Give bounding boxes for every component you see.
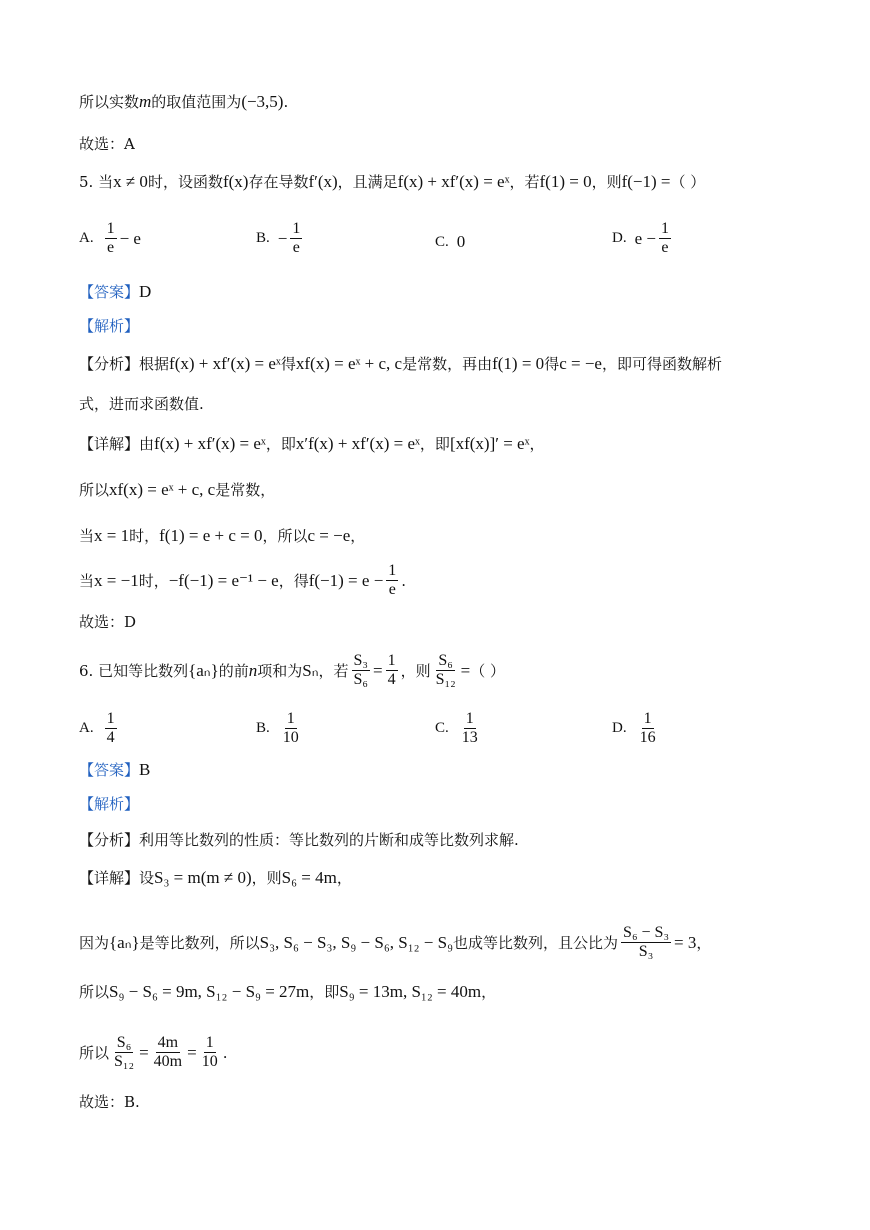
q6-d2-den: S₃ (638, 943, 654, 960)
q6-fenxi (79, 830, 519, 850)
q5-stem-f: ，则 (591, 173, 622, 191)
q5-option-d-num: 1 (660, 220, 669, 237)
q5-detail-2 (79, 480, 275, 500)
q5-option-c-label: C. (435, 233, 449, 250)
q5-option-d-frac (659, 220, 671, 257)
q6-stem-a: 6. 已知等比数列 (79, 661, 189, 680)
q5-d3-eq3: c = −e (307, 526, 351, 545)
q5-d1-eq3: [xf(x)]′ = eˣ (449, 434, 530, 453)
q5-fx: f(x) (222, 172, 249, 191)
q5-option-a-frac (105, 220, 117, 257)
q5-option-b-pre: − (277, 228, 288, 248)
q5-d4-eq3: f(−1) = e − (308, 570, 384, 590)
q6-d3-b: ，即 (309, 983, 340, 1001)
q6-d1-b: ，则 (251, 869, 282, 887)
q5-d1-a: 由 (139, 435, 155, 453)
q5-fenxi-eq4: c = −e (559, 354, 602, 373)
q5-option-c (435, 232, 465, 252)
q6-stem-c: 项和为 (257, 661, 303, 680)
q6-option-d-frac (638, 710, 658, 747)
q6-d3-c: ， (481, 983, 497, 1001)
q5-d4-den: e (388, 581, 396, 598)
q5-paren: （ ） (670, 173, 706, 191)
q5-option-a-tail: − e (119, 228, 141, 248)
q6-d4-frac1-den: S₁₂ (114, 1053, 135, 1070)
q6-option-c-label: C. (435, 720, 449, 736)
q5-d3-d: ， (350, 527, 366, 545)
q6-option-a-label: A. (79, 720, 94, 736)
q5-d4-b: 时， (138, 571, 169, 590)
q5-option-a (79, 220, 141, 257)
q6-d4-a: 所以 (79, 1043, 110, 1062)
q6-d3-eq2: S₉ = 13m, S₁₂ = 40m (339, 982, 482, 1001)
q5-option-b-num: 1 (292, 220, 301, 237)
q6-d1-c: ， (336, 869, 352, 887)
q6-d2-c: 也成等比数列，且公比为 (453, 933, 619, 952)
prev-answer: 故选：A (79, 135, 135, 153)
q5-fenxi-tag: 【分析】 (79, 355, 140, 373)
q6-option-b (256, 710, 304, 747)
q5-d1-b: ，即 (265, 435, 296, 453)
q5-d2-a: 所以 (79, 481, 110, 499)
q6-detail-4 (79, 1034, 228, 1071)
q5-stem-b: 时，设函数 (147, 173, 223, 191)
q5-d3-c: ，所以 (262, 527, 308, 545)
q6-d2-seq: {aₙ} (109, 932, 140, 952)
q5-d3-eq1: x = 1 (94, 526, 130, 545)
q6-d2-num: S₆ − S₃ (623, 924, 670, 941)
q6-d2-frac (621, 924, 671, 961)
q6-ratio1-value (386, 652, 398, 689)
q5-d4-c: ，得 (278, 571, 309, 590)
q5-d1-c: ，即 (419, 435, 450, 453)
q5-d4-eq2: −f(−1) = e⁻¹ − e (168, 570, 279, 590)
q5-option-b-frac (290, 220, 302, 257)
q6-d4-frac3-num: 1 (205, 1034, 214, 1051)
q5-detail-4 (79, 562, 406, 599)
q6-d4-frac1 (112, 1034, 136, 1071)
q6-d4-frac3 (200, 1034, 220, 1071)
q5-option-d-label: D. (612, 230, 627, 246)
q6-option-b-frac (281, 710, 301, 747)
q6-d3-eq1: S₉ − S₆ = 9m, S₁₂ − S₉ = 27m (109, 982, 310, 1001)
q5-fenxi-4: 得 (544, 355, 560, 373)
q6-stem (79, 652, 505, 689)
prev-range-value: (−3,5) (241, 92, 284, 111)
q5-option-a-num: 1 (106, 220, 115, 237)
q6-ratio1-den: S₆ (353, 671, 368, 688)
q6-d4-eq: = (139, 1042, 149, 1062)
q5-d2-b: 是常数， (215, 481, 276, 499)
q6-ratio1-value-den: 4 (387, 671, 396, 688)
q5-given: f(1) = 0 (539, 172, 592, 191)
q6-option-c (435, 710, 483, 747)
q6-option-d-num: 1 (643, 710, 652, 727)
q6-option-c-den: 13 (461, 729, 478, 746)
q6-option-b-label: B. (256, 720, 270, 736)
q5-fenxi-eq1: f(x) + xf′(x) = eˣ (169, 354, 281, 373)
q5-fenxi-5: ，即可得函数解析 (601, 355, 722, 373)
q5-stem-a: 5. 当 (79, 173, 114, 191)
q5-cond: x ≠ 0 (113, 172, 148, 191)
q6-d2-d: ， (696, 933, 712, 952)
q6-d2-a: 因为 (79, 933, 110, 952)
q6-d4-frac3-den: 10 (201, 1053, 218, 1070)
q5-d1-d: ， (529, 435, 545, 453)
q5-fenxi (79, 354, 722, 374)
q6-option-b-den: 10 (282, 729, 299, 746)
q6-ask: = (460, 660, 471, 680)
q6-final: 故选：B. (79, 1093, 140, 1111)
q6-analysis (79, 794, 139, 814)
q5-answer-tag: 【答案】 (79, 283, 140, 301)
q5-option-b-label: B. (256, 230, 270, 246)
prev-range-var: m (139, 92, 152, 111)
q6-option-d (612, 710, 661, 747)
q6-stem-d: ，若 (318, 661, 349, 680)
q6-paren: （ ） (470, 661, 506, 680)
q5-option-d-pre: e − (634, 228, 656, 248)
q6-d1-eq1: S₃ = m(m ≠ 0) (154, 868, 252, 887)
q6-ratio2-den: S₁₂ (435, 671, 456, 688)
q6-option-a-frac (105, 710, 117, 747)
q5-d1-eq1: f(x) + xf′(x) = eˣ (154, 434, 266, 453)
q5-d1-eq2: x′f(x) + xf′(x) = eˣ (295, 434, 420, 453)
q6-d2-eq: S₃, S₆ − S₃, S₉ − S₆, S₁₂ − S₉ (259, 932, 454, 952)
q5-fpx: f′(x) (308, 172, 338, 191)
q5-option-a-label: A. (79, 230, 94, 246)
q6-ratio1-value-num: 1 (387, 652, 396, 669)
q5-option-d (612, 220, 674, 257)
q5-fenxi-eq2: xf(x) = eˣ + c, c (295, 354, 403, 373)
q6-ratio1 (352, 652, 370, 689)
q5-detail-1 (79, 434, 545, 454)
q5-final: 故选：D (79, 613, 137, 631)
q5-fenxi-eq3: f(1) = 0 (492, 354, 545, 373)
q6-option-d-den: 16 (639, 729, 656, 746)
q6-d1-a: 设 (139, 869, 155, 887)
q6-stem-b: 的前 (218, 661, 249, 680)
q6-analysis-tag: 【解析】 (79, 795, 140, 813)
q5-option-c-text: 0 (456, 232, 466, 251)
q6-option-a-den: 4 (106, 729, 115, 746)
q5-fenxi-line2: 式，进而求函数值. (79, 395, 204, 413)
q6-answer-value: B (139, 760, 151, 779)
q6-option-b-num: 1 (286, 710, 295, 727)
q5-d3-a: 当 (79, 527, 95, 545)
q5-analysis (79, 316, 139, 336)
q5-d4-end: . (401, 571, 407, 590)
q5-d4-num: 1 (388, 562, 397, 579)
q5-fenxi-1: 根据 (139, 355, 170, 373)
q5-option-d-den: e (661, 239, 669, 256)
prev-range-end: . (283, 93, 289, 111)
q6-d4-frac1-num: S₆ (116, 1034, 132, 1051)
prev-range-line (79, 92, 288, 112)
q6-stem-e: ，则 (400, 661, 431, 680)
q6-d2-b: 是等比数列，所以 (139, 933, 260, 952)
q5-d4-frac (386, 562, 398, 599)
q6-option-a-num: 1 (106, 710, 115, 727)
q5-ask: f(−1) = (621, 172, 671, 191)
q6-detail-3 (79, 982, 496, 1002)
q5-fenxi-3: 是常数，再由 (402, 355, 493, 373)
q6-answer-tag: 【答案】 (79, 761, 140, 779)
q6-d3-a: 所以 (79, 983, 110, 1001)
q6-d2-val: = 3 (674, 932, 697, 952)
q6-d1-eq2: S₆ = 4m (281, 868, 337, 887)
q6-detail-2 (79, 924, 711, 961)
q6-detail-1 (79, 868, 352, 888)
q5-detail-tag: 【详解】 (79, 435, 140, 453)
q6-answer (79, 760, 150, 780)
q5-stem (79, 172, 705, 192)
q5-d4-eq1: x = −1 (94, 570, 139, 590)
q6-seq: {aₙ} (188, 660, 219, 680)
q5-stem-c: 存在导数 (248, 173, 309, 191)
q5-option-b (256, 220, 305, 257)
prev-range-mid: 的取值范围为 (151, 93, 242, 111)
q6-d4-end: . (222, 1043, 228, 1062)
q6-ratio2 (434, 652, 458, 689)
q6-d4-frac2-den: 40m (153, 1053, 183, 1070)
q6-fenxi-text: 利用等比数列的性质：等比数列的片断和成等比数列求解. (139, 831, 519, 849)
q6-d4-frac2-num: 4m (157, 1034, 179, 1051)
q5-answer (79, 282, 151, 302)
q5-analysis-tag: 【解析】 (79, 317, 140, 335)
prev-range-text: 所以实数 (79, 93, 140, 111)
q5-stem-e: ，若 (509, 173, 540, 191)
q5-answer-value: D (139, 282, 152, 301)
q5-fenxi-2: 得 (280, 355, 296, 373)
q6-option-c-frac (460, 710, 480, 747)
q5-d3-eq2: f(1) = e + c = 0 (159, 526, 263, 545)
q6-sn: Sₙ (302, 660, 319, 680)
q6-d4-frac2 (152, 1034, 184, 1071)
q6-option-a (79, 710, 120, 747)
q5-detail-3 (79, 526, 365, 546)
q6-d4-eq2: = (187, 1042, 197, 1062)
q5-d3-b: 时， (129, 527, 160, 545)
q6-option-d-label: D. (612, 720, 627, 736)
q5-d2-eq: xf(x) = eˣ + c, c (109, 480, 216, 499)
q6-detail-tag: 【详解】 (79, 869, 140, 887)
q5-option-b-den: e (292, 239, 300, 256)
q6-eq: = (373, 660, 383, 680)
q5-stem-d: ，且满足 (337, 173, 398, 191)
q6-ratio1-num: S₃ (353, 652, 368, 669)
q6-ratio2-num: S₆ (438, 652, 453, 669)
q5-option-a-den: e (107, 239, 115, 256)
q5-d4-a: 当 (79, 571, 95, 590)
q6-n: n (248, 660, 258, 680)
q5-eq: f(x) + xf′(x) = eˣ (397, 172, 510, 191)
q6-fenxi-tag: 【分析】 (79, 831, 140, 849)
q6-option-c-num: 1 (465, 710, 474, 727)
